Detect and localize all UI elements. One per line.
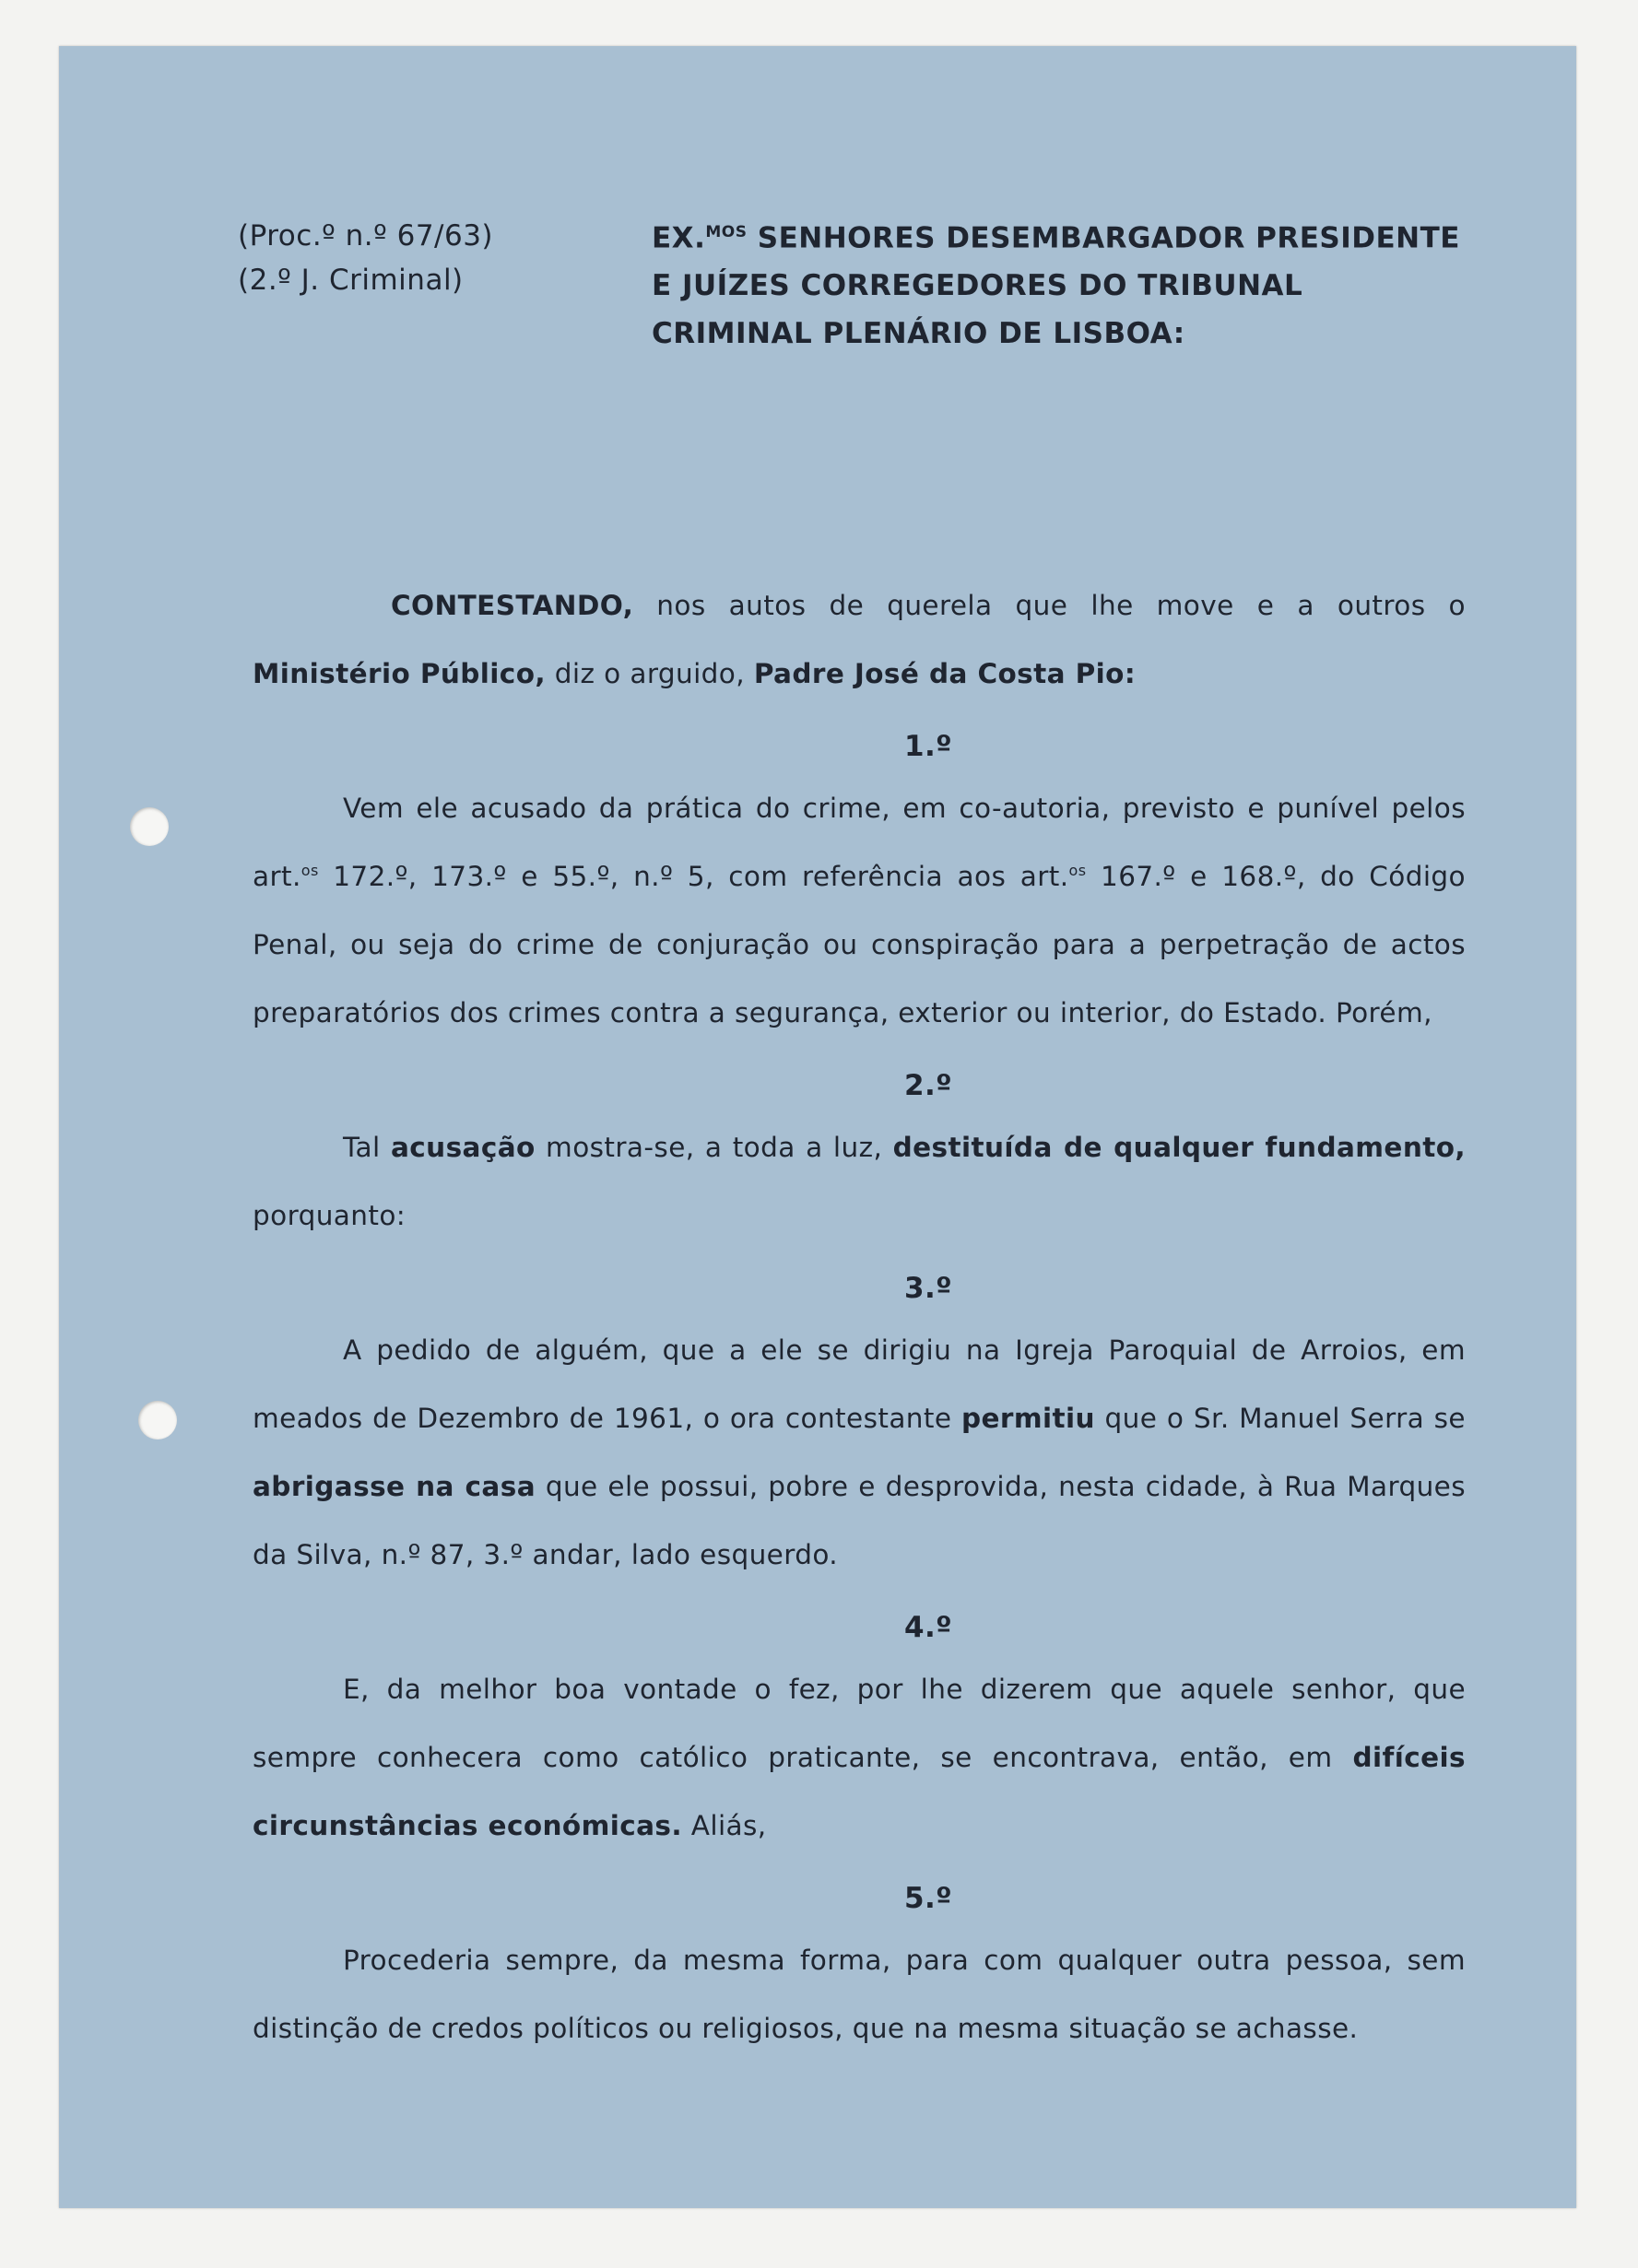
article-1-text-2: 172.º, 173.º e 55.º, n.º 5, com referência aos art. [318,861,1069,892]
intro-bold-2: Ministério Público, [253,658,546,689]
article-2-text-2: mostra-se, a toda a luz, [535,1132,893,1163]
article-number-2: 2.º [903,1069,953,1102]
article-1-text-3: 167.º e 168.º, do Código Penal, ou seja do crime de conjuração ou conspiração para a perpetração de actos preparatórios dos crimes contra a segurança, exterior ou interior, do Estado. Porém, [253,861,1466,1028]
addressee-superscript: MOS [705,223,748,241]
court-section: (2.º J. Criminal) [238,264,464,297]
article-4-text-1: E, da melhor boa vontade o fez, por lhe dizerem que aquele senhor, que sempre conhecera como católico praticante, se encontrava, então, em [253,1674,1466,1773]
article-paragraph-2 [253,1113,1466,1250]
intro-text-2: diz o arguido, [545,658,754,689]
article-5-text-1: Procederia sempre, da mesma forma, para com qualquer outra pessoa, sem distinção de credos políticos ou religiosos, que na mesma situação se achasse. [253,1945,1466,2044]
article-1-sup-1: os [300,862,319,880]
addressee-text: SENHORES DESEMBARGADOR PRESIDENTE E JUÍZES CORREGEDORES DO TRIBUNAL CRIMINAL PLENÁRIO DE LISBOA: [652,221,1460,351]
article-3-text-2: que o Sr. Manuel Serra se [1094,1403,1466,1434]
article-paragraph-3 [253,1316,1466,1589]
article-4-bold-1: difíceis circunstâncias económicas. [253,1742,1466,1841]
punch-hole-bottom [138,1401,177,1440]
process-number: (Proc.º n.º 67/63) [238,219,494,253]
article-number-5: 5.º [903,1882,953,1915]
article-1-text-1: Vem ele acusado da prática do crime, em co-autoria, previsto e punível pelos art. [253,793,1466,892]
addressee-heading [652,208,1463,358]
article-3-bold-1: permitiu [960,1403,1095,1434]
article-3-text-3: que ele possui, pobre e desprovida, nesta cidade, à Rua Marques da Silva, n.º 87, 3.º andar, lado esquerdo. [253,1471,1466,1570]
article-number-1: 1.º [903,730,953,763]
article-number-4: 4.º [903,1611,953,1644]
article-4-text-2: Aliás, [681,1810,767,1841]
intro-text-1: nos autos de querela que lhe move e a outros o [633,590,1466,621]
document-body [253,571,1466,2062]
intro-bold-3: Padre José da Costa Pio: [753,658,1137,689]
intro-paragraph [253,571,1466,708]
article-3-bold-2: abrigasse na casa [253,1471,536,1502]
article-2-bold-2: destituída de qualquer fundamento, [892,1132,1466,1163]
addressee-prefix: EX. [652,221,706,255]
article-2-bold-1: acusação [390,1132,536,1163]
article-2-text-1: Tal [343,1132,391,1163]
article-paragraph-4 [253,1655,1466,1860]
article-2-text-3: porquanto: [253,1200,407,1231]
article-1-sup-2: os [1068,862,1087,880]
article-paragraph-5 [253,1926,1466,2062]
case-reference [238,214,493,302]
article-number-3: 3.º [903,1272,953,1305]
punch-hole-top [130,807,169,846]
article-3-text-1: A pedido de alguém, que a ele se dirigiu na Igreja Paroquial de Arroios, em meados de Dezembro de 1961, o ora contestante [253,1334,1466,1434]
intro-bold-1: CONTESTANDO, [391,590,634,621]
article-paragraph-1 [253,774,1466,1047]
